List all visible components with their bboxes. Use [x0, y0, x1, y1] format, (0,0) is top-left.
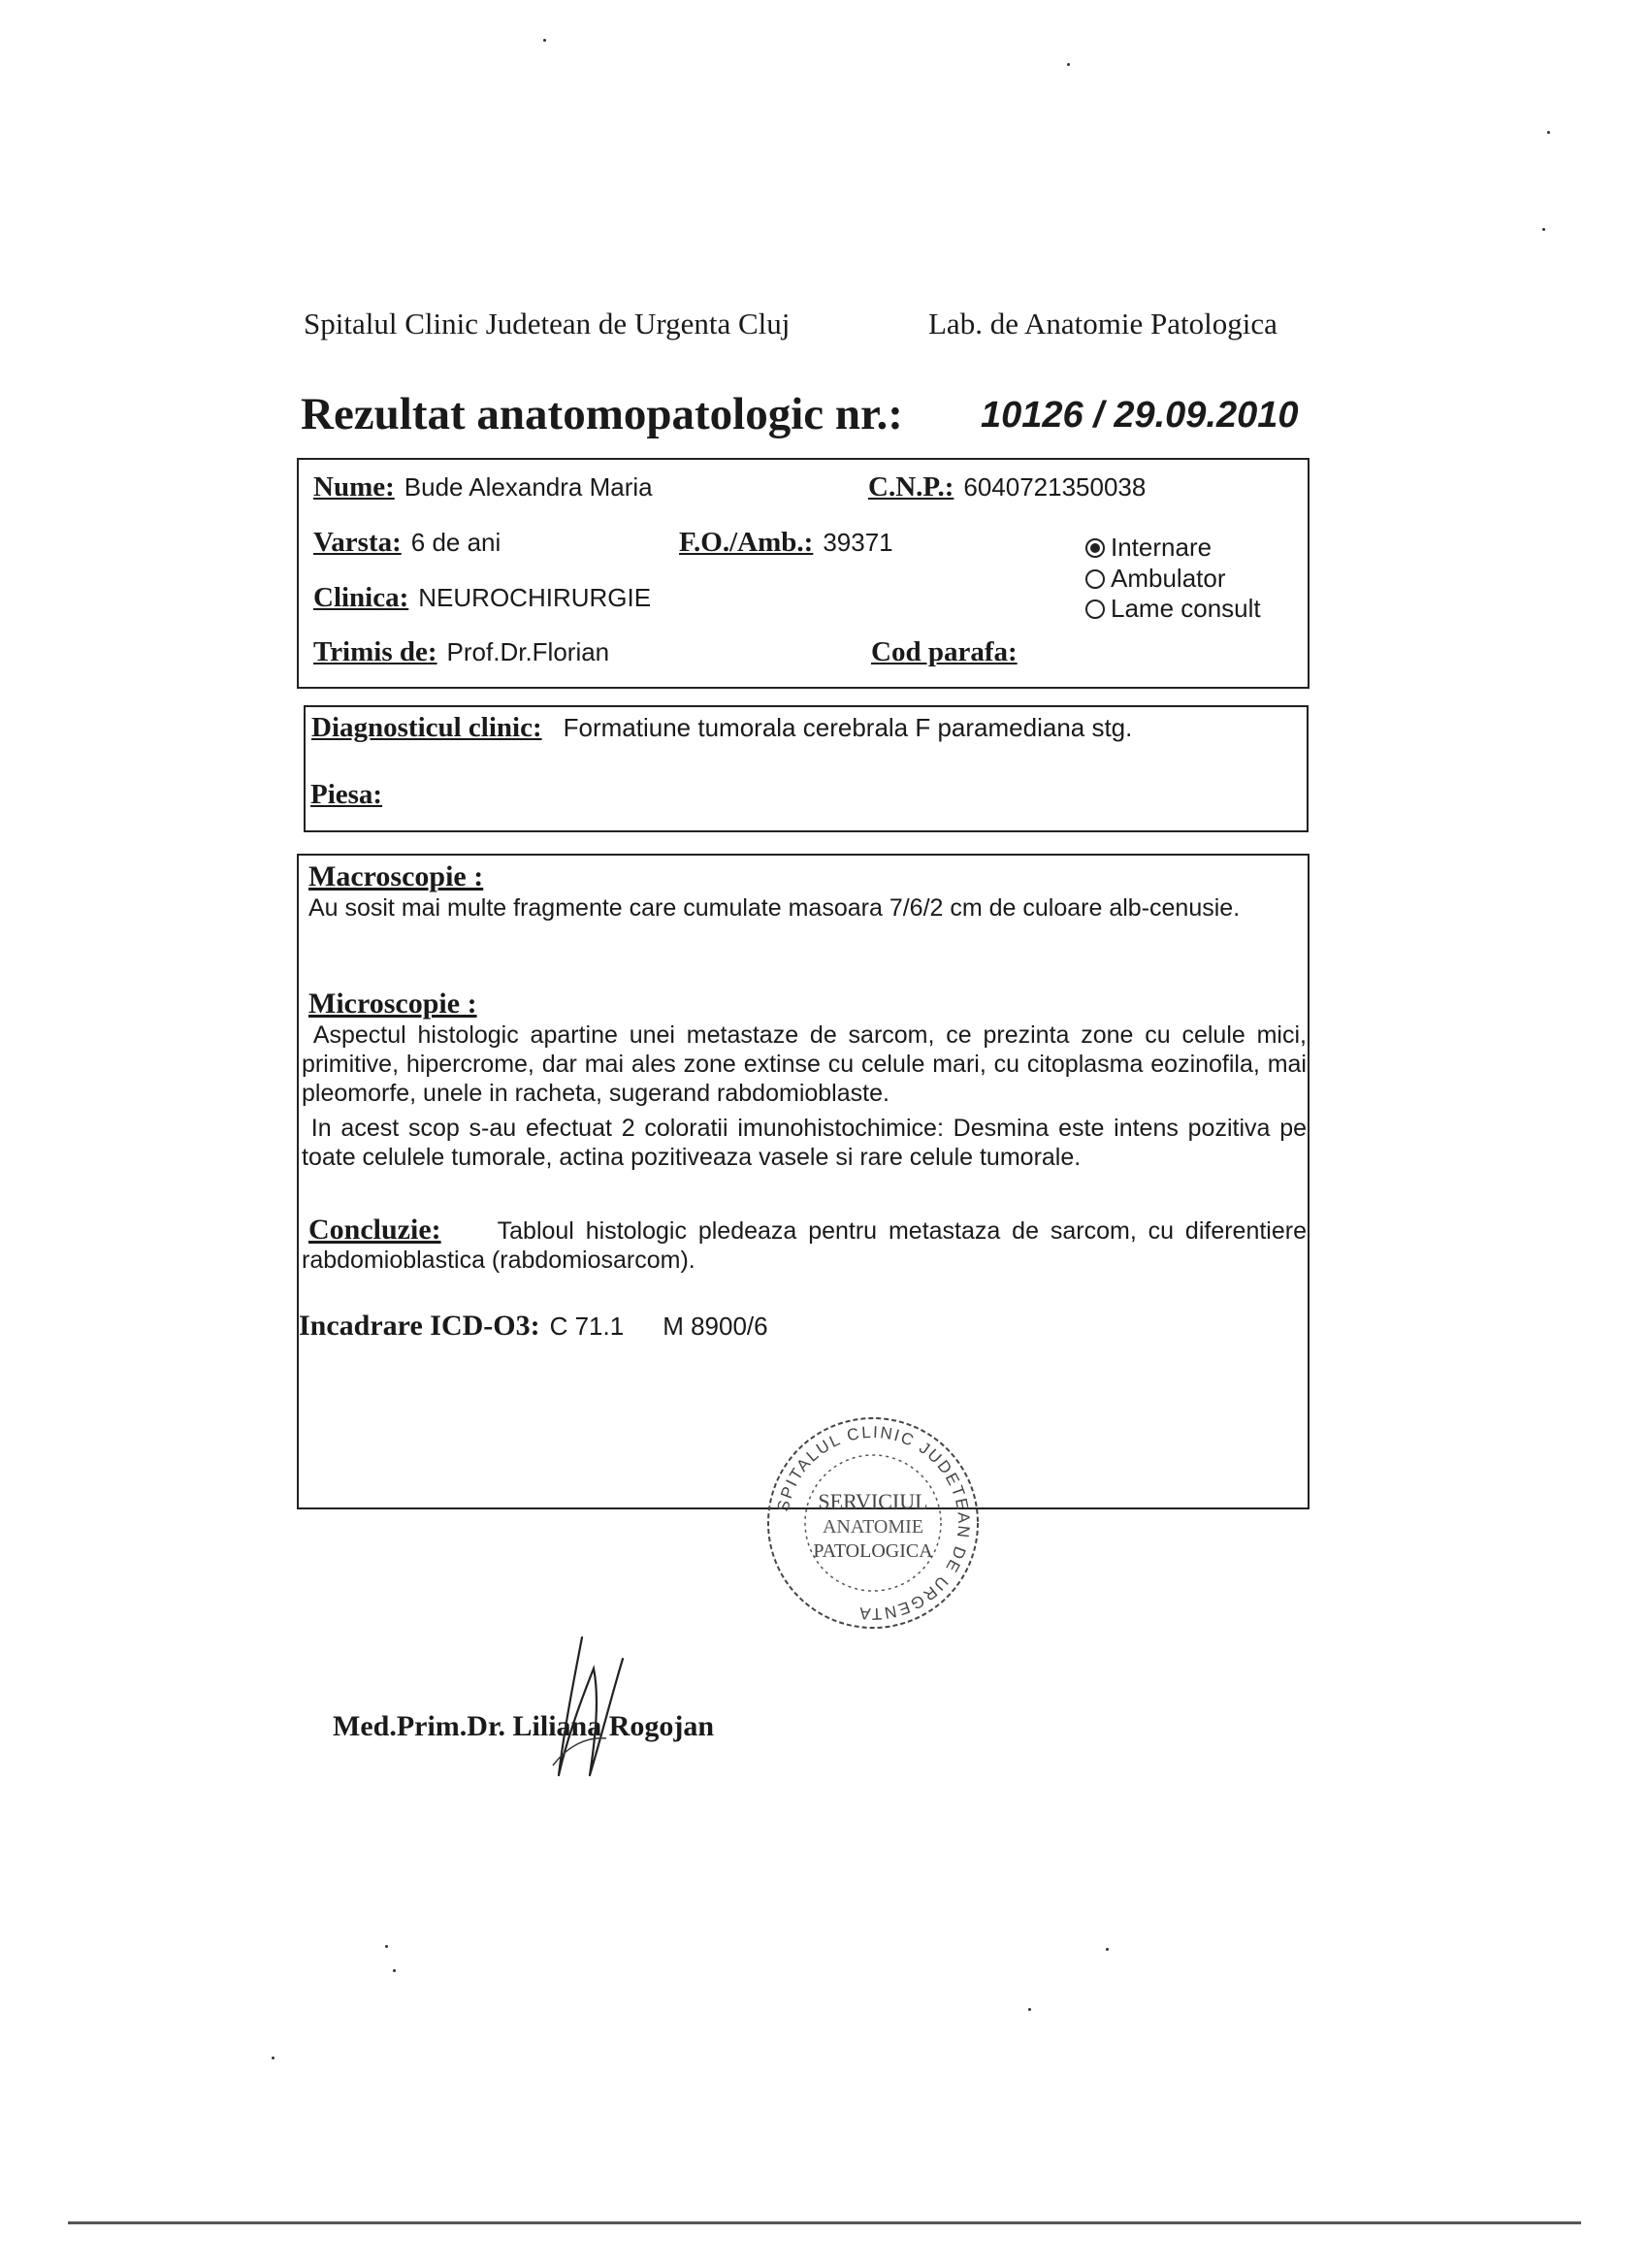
- stamp-ring-text: SPITALUL CLINIC JUDETEAN DE URGENTA: [773, 1422, 974, 1624]
- scan-speck: [385, 1945, 388, 1948]
- report-number: 10126 / 29.09.2010: [981, 395, 1299, 436]
- conclusion-text: Tabloul histologic pledeaza pentru metastaza de sarcom, cu diferentiere rabdomioblastica (rabdomiosarcom).: [302, 1217, 1307, 1274]
- stamp-line-1: SERVICIUL: [818, 1489, 928, 1513]
- icd-c-value: C 71.1: [549, 1312, 625, 1341]
- cnp-field: [868, 471, 1146, 503]
- age-field: [313, 527, 501, 559]
- option-lame-consult[interactable]: [1085, 594, 1261, 624]
- macroscopy-title: Macroscopie :: [308, 860, 484, 892]
- radio-icon: [1085, 599, 1105, 619]
- icd-field: [299, 1310, 768, 1343]
- icd-m-value: M 8900/6: [663, 1312, 768, 1341]
- sent-by-label: Trimis de:: [313, 636, 437, 667]
- scan-speck: [393, 1969, 396, 1972]
- name-field: [313, 471, 653, 503]
- name-value: Bude Alexandra Maria: [404, 472, 653, 502]
- option-label: Lame consult: [1111, 594, 1261, 623]
- age-label: Varsta:: [313, 527, 402, 558]
- macroscopy-text: Au sosit mai multe fragmente care cumulate masoara 7/6/2 cm de culoare alb-cenusie.: [307, 894, 1241, 922]
- report-title: Rezultat anatomopatologic nr.:: [301, 389, 903, 439]
- piece-label: Piesa:: [310, 779, 383, 810]
- scan-speck: [1067, 63, 1070, 66]
- scan-speck: [1028, 2008, 1031, 2011]
- code-label: Cod parafa:: [871, 636, 1018, 667]
- clinic-value: NEUROCHIRURGIE: [418, 583, 652, 612]
- hospital-stamp-icon: [761, 1411, 985, 1635]
- radio-icon-selected: [1085, 538, 1105, 558]
- icd-label: Incadrare ICD-O3:: [299, 1310, 540, 1342]
- fo-field: [679, 527, 893, 559]
- microscopy-text-1: Aspectul histologic apartine unei metastaze de sarcom, ce prezinta zone cu celule mici, primitive, hipercrome, dar mai ales zone extinse cu celule mari, cu citoplasma eozinofila, mai pleomorfe, unele in racheta, sugerand rabdomioblaste.: [302, 1021, 1307, 1107]
- microscopy-text-2: In acest scop s-au efectuat 2 coloratii imunohistochimice: Desmina este intens pozitiva pe toate celulele tumorale, actina pozitiveaza vasele si rare celule tumorale.: [302, 1115, 1307, 1171]
- sent-by-value: Prof.Dr.Florian: [446, 637, 610, 666]
- diagnosis-value: Formatiune tumorala cerebrala F paramediana stg.: [563, 713, 1133, 742]
- fo-label: F.O./Amb.:: [679, 527, 814, 558]
- cnp-value: 6040721350038: [963, 472, 1147, 502]
- scan-edge-line: [68, 2221, 1581, 2224]
- conclusion-title: Concluzie:: [308, 1214, 441, 1246]
- scan-speck: [272, 2057, 275, 2059]
- name-label: Nume:: [313, 471, 395, 502]
- age-value: 6 de ani: [410, 528, 501, 557]
- option-ambulator[interactable]: [1085, 564, 1226, 594]
- signature-icon: [514, 1630, 650, 1795]
- stamp-line-2: ANATOMIE: [822, 1516, 924, 1538]
- doctor-name: Med.Prim.Dr. Liliana Rogojan: [333, 1710, 715, 1742]
- stamp-line-3: PATOLOGICA: [813, 1540, 933, 1562]
- microscopy-title: Microscopie :: [308, 988, 477, 1020]
- clinic-field: [313, 582, 651, 614]
- clinic-label: Clinica:: [313, 582, 409, 613]
- conclusion-block: [302, 1215, 1307, 1275]
- lab-name: Lab. de Anatomie Patologica: [928, 307, 1277, 340]
- diagnosis-label: Diagnosticul clinic:: [311, 712, 542, 743]
- cnp-label: C.N.P.:: [868, 471, 954, 502]
- fo-value: 39371: [823, 528, 893, 557]
- code-field: [871, 636, 1018, 668]
- piece-field: [310, 779, 382, 811]
- scan-speck: [1547, 131, 1550, 134]
- diagnosis-field: [311, 712, 1132, 744]
- option-label: Internare: [1111, 533, 1212, 562]
- hospital-name: Spitalul Clinic Judetean de Urgenta Cluj: [304, 307, 791, 340]
- radio-icon: [1085, 569, 1105, 589]
- scan-speck: [1106, 1948, 1109, 1951]
- sent-by-field: [313, 636, 609, 668]
- scan-speck: [1542, 228, 1545, 231]
- scan-speck: [543, 39, 546, 42]
- option-internare[interactable]: [1085, 533, 1212, 563]
- option-label: Ambulator: [1111, 564, 1226, 593]
